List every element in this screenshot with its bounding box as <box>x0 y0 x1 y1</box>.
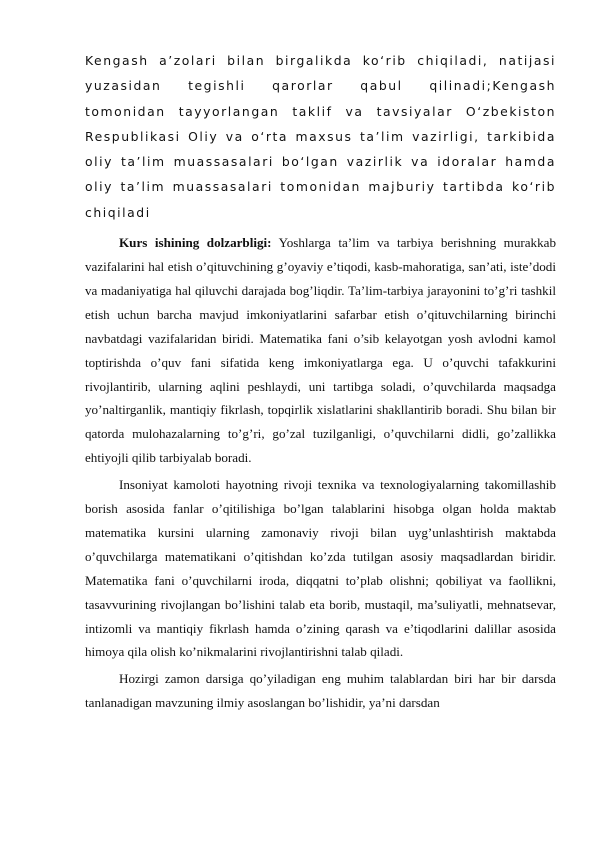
document-page <box>85 48 556 715</box>
relevance-paragraph <box>85 231 556 470</box>
relevance-heading: Kurs ishining dolzarbligi: <box>119 235 272 251</box>
development-paragraph: Insoniyat kamoloti hayotning rivoji texnika va texnologiyalarning takomillashib borish asosida fanlar o’qitilishiga bo’lgan talablarini hisobga olgan holda maktab matematika kursini ularning zamonaviy rivoji bilan uyg’unlashtirish maktabda o’quvchilarga matematikani o’qitishdan ko’zda tutilgan asosiy maqsadlardan biridir. Matematika fani o’quvchilarni iroda, diqqatni to’plab olishni; qobiliyat va faollikni, tasavvurining rivojlangan bo’lishini talab eta borib, mustaqil, ma’suliyatli, mehnatsevar, intizomli va mantiqiy fikrlash hamda o’zining qarash va e’tiqodlarini dalillar asosida himoya qila olish ko’nikmalarini rivojlantirishni talab qiladi. <box>85 477 556 660</box>
relevance-text: Yoshlarga ta’lim va tarbiya berishning murakkab vazifalarini hal etish o’qituvchining g’oyaviy e’tiqodi, kasb-mahoratiga, san’ati, iste’dodi va madaniyatiga hal qiluvchi darajada bog’liqdir. Ta’lim-tarbiya jarayonini to’g’ri tashkil etish uchun barcha mavjud imkoniyatlarini safarbar etish o’qituvchilarning birinchi navbatdagi vazifalaridan biridi. Matematika fani o’sib kelayotgan yosh avlodni kamol toptirishda o’quv fani sifatida keng imkoniyatlarga ega. U o’quvchi tafakkurini rivojlantirib, ularning aqlini peshlaydi, uni tartibga soladi, o’quvchilarda maqsadga yo’naltirganlik, mantiqiy fikrlash, topqirlik xislatlarini shakllantirib boradi. Shu bilan bir qatorda mulohazalarning to’g’ri, go’zal tuzilganligi, o’quvchilarni didli, go’zallikka ehtiyojli qilib tarbiyalab boradi. <box>85 235 556 466</box>
intro-paragraph: Kengash a’zolari bilan birgalikda ko‘rib chiqiladi, natijasi yuzasidan tegishli qarorlar qabul qilinadi;Kengash tomonidan tayyorlangan taklif va tavsiyalar O‘zbekiston Respublikasi Oliy va o‘rta maxsus ta’lim vazirligi, tarkibida oliy ta’lim muassasalari bo‘lgan vazirlik va idoralar hamda oliy ta’lim muassasalari tomonidan majburiy tartibda ko‘rib chiqiladi <box>85 53 556 220</box>
modern-lesson-paragraph: Hozirgi zamon darsiga qo’yiladigan eng muhim talablardan biri har bir darsda tanlanadigan mavzuning ilmiy asoslangan bo’lishidir, ya’ni darsdan <box>85 671 556 711</box>
